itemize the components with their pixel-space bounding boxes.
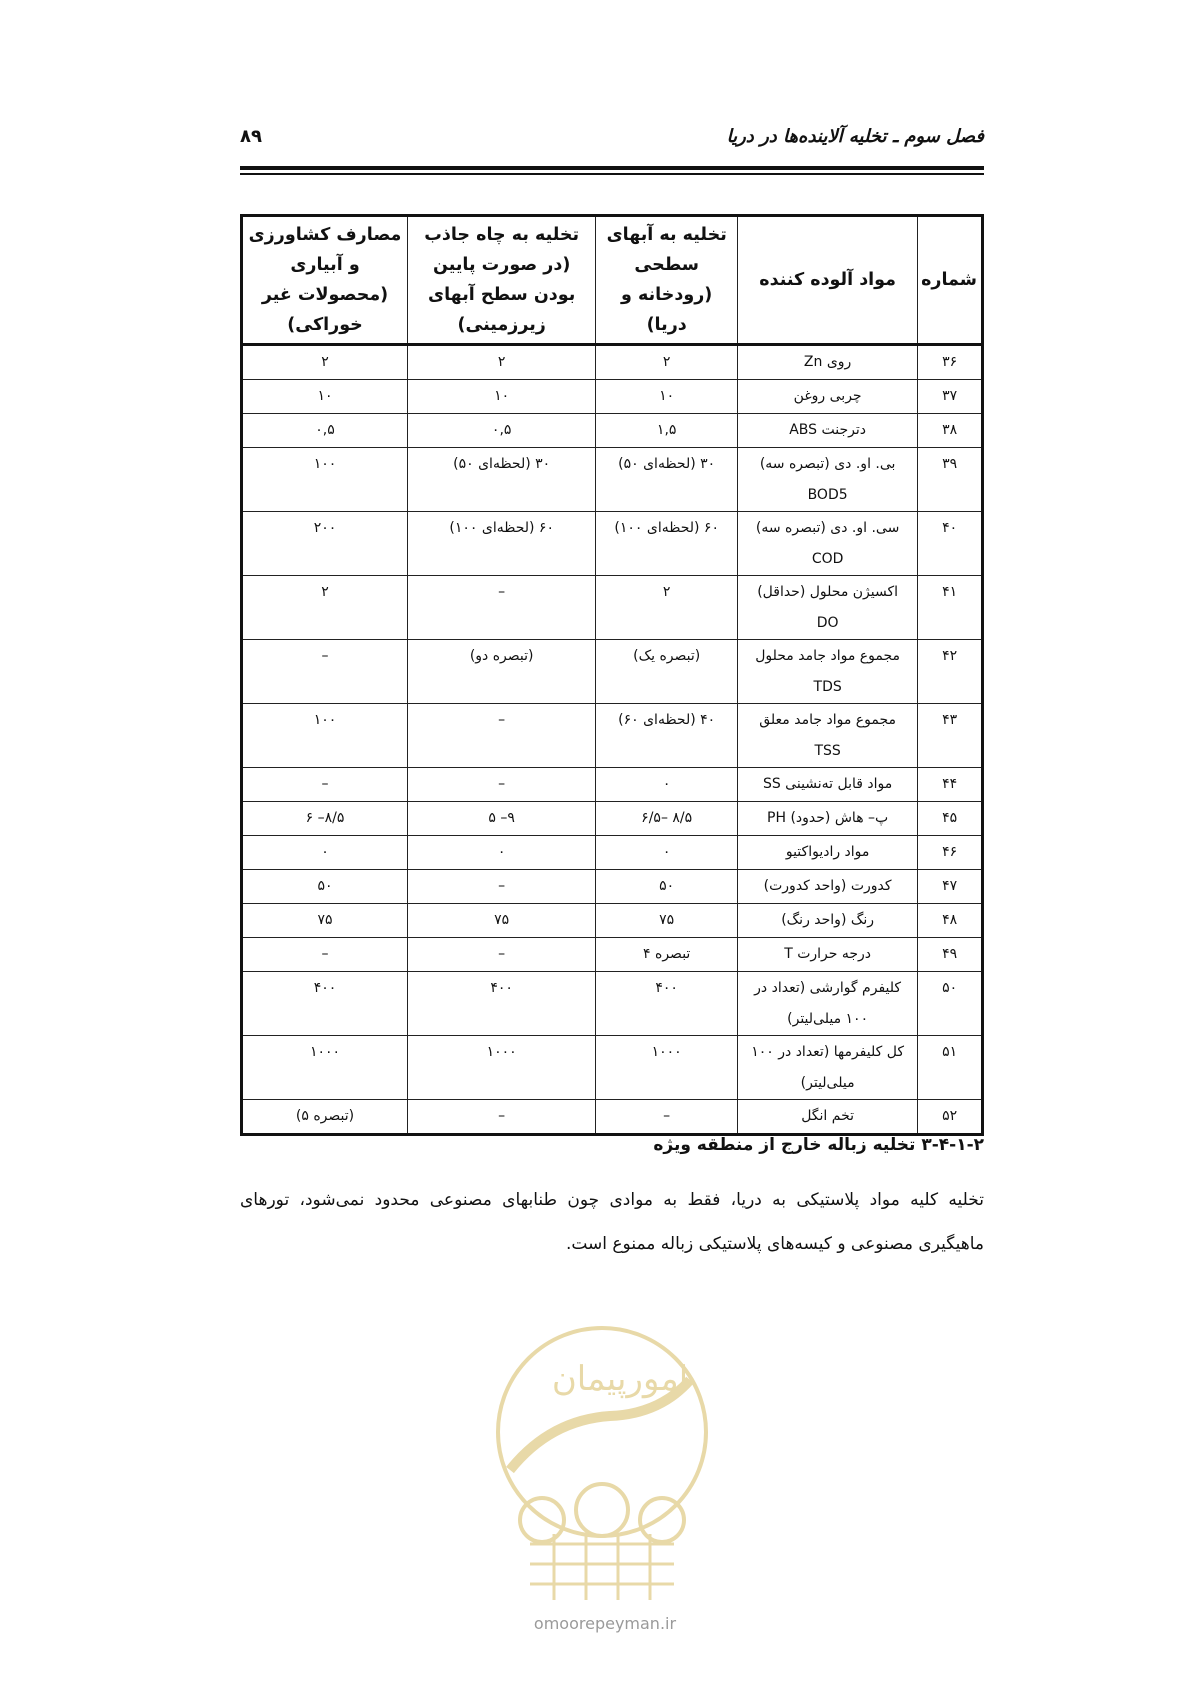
table-row	[242, 904, 983, 938]
cell-surface-water: ۱۰۰۰	[596, 1036, 738, 1100]
table-body	[242, 345, 983, 1135]
cell-material-line: بی. او. دی (تبصره سه)	[759, 456, 896, 472]
cell-surface-water: ۲	[596, 576, 738, 640]
cell-material: مواد رادیواکتیو	[738, 836, 918, 870]
cell-number: ۴۲	[918, 640, 983, 704]
cell-number: ۴۸	[918, 904, 983, 938]
cell-material	[738, 972, 918, 1036]
chapter-title: فصل سوم ـ تخلیه آلاینده‌ها در دریا	[726, 126, 984, 147]
cell-agriculture: ۵۰	[242, 870, 408, 904]
cell-surface-water: ۶۰ (لحظه‌ای ۱۰۰)	[596, 512, 738, 576]
cell-agriculture: ۴۰۰	[242, 972, 408, 1036]
cell-material	[738, 576, 918, 640]
cell-number: ۴۱	[918, 576, 983, 640]
header-number: شماره	[918, 216, 983, 345]
header-rule-thin	[240, 173, 984, 175]
cell-number: ۴۰	[918, 512, 983, 576]
cell-material	[738, 1036, 918, 1100]
table-row	[242, 870, 983, 904]
cell-material: روی Zn	[738, 345, 918, 380]
cell-number: ۳۷	[918, 380, 983, 414]
cell-material: رنگ (واحد رنگ)	[738, 904, 918, 938]
cell-surface-water: ۴۰۰	[596, 972, 738, 1036]
table-row	[242, 1100, 983, 1135]
table-row	[242, 972, 983, 1036]
cell-absorption-well: ۳۰ (لحظه‌ای ۵۰)	[408, 448, 596, 512]
cell-agriculture: –	[242, 938, 408, 972]
cell-surface-water: ۸/۵ –۶/۵	[596, 802, 738, 836]
cell-number: ۵۰	[918, 972, 983, 1036]
cell-material-line2: ۱۰۰ میلی‌لیتر)	[787, 1011, 869, 1027]
cell-surface-water: ۱۰	[596, 380, 738, 414]
table-row	[242, 448, 983, 512]
cell-agriculture: ۷۵	[242, 904, 408, 938]
cell-absorption-well: –	[408, 938, 596, 972]
cell-agriculture: ۱۰۰	[242, 704, 408, 768]
cell-material-line: مجموع مواد جامد محلول	[755, 648, 900, 664]
watermark-caption: omoorepeyman.ir	[533, 1614, 677, 1633]
cell-material-line2: میلی‌لیتر)	[800, 1075, 855, 1091]
page-header	[240, 126, 984, 156]
cell-agriculture: –	[242, 768, 408, 802]
table-row	[242, 640, 983, 704]
cell-agriculture: ۲	[242, 576, 408, 640]
cell-material	[738, 448, 918, 512]
cell-material: مواد قابل ته‌نشینی SS	[738, 768, 918, 802]
cell-absorption-well: ۱۰۰۰	[408, 1036, 596, 1100]
cell-agriculture: ۱۰	[242, 380, 408, 414]
cell-absorption-well: –	[408, 768, 596, 802]
cell-agriculture: ۰	[242, 836, 408, 870]
cell-material-line2: TSS	[814, 743, 841, 759]
cell-number: ۴۶	[918, 836, 983, 870]
table-row	[242, 704, 983, 768]
cell-agriculture: –	[242, 640, 408, 704]
cell-material: دترجنت ABS	[738, 414, 918, 448]
cell-material: درجه حرارت T	[738, 938, 918, 972]
cell-agriculture: ۸/۵– ۶	[242, 802, 408, 836]
gear-icon-right	[640, 1498, 684, 1542]
header-rule	[240, 166, 984, 170]
cell-surface-water: ۳۰ (لحظه‌ای ۵۰)	[596, 448, 738, 512]
cell-material-line: کل کلیفرمها (تعداد در ۱۰۰	[751, 1044, 904, 1060]
table-header-row	[242, 216, 983, 345]
cell-agriculture: ۲۰۰	[242, 512, 408, 576]
cell-surface-water: (تبصره یک)	[596, 640, 738, 704]
cell-surface-water: تبصره ۴	[596, 938, 738, 972]
cell-absorption-well: (تبصره دو)	[408, 640, 596, 704]
cell-surface-water: ۰	[596, 836, 738, 870]
cell-material-line: مجموع مواد جامد معلق	[759, 712, 896, 728]
header-absorption-well: تخلیه به چاه جاذب (در صورت پایین بودن سطح آبهای زیرزمینی)	[408, 216, 596, 345]
cell-surface-water: ۰	[596, 768, 738, 802]
cell-absorption-well: ۷۵	[408, 904, 596, 938]
cell-material	[738, 640, 918, 704]
table-row	[242, 414, 983, 448]
header-agriculture: مصارف کشاورزی و آبیاری (محصولات غیر خوراکی)	[242, 216, 408, 345]
section-heading: ۳-۴-۱-۲ تخلیه زباله خارج از منطقه ویژه	[653, 1135, 984, 1155]
table-row	[242, 345, 983, 380]
header-surface-water: تخلیه به آبهای سطحی (رودخانه و دریا)	[596, 216, 738, 345]
cell-absorption-well: ۶۰ (لحظه‌ای ۱۰۰)	[408, 512, 596, 576]
gear-icon-left	[520, 1498, 564, 1542]
cell-absorption-well: ۰	[408, 836, 596, 870]
cell-number: ۴۵	[918, 802, 983, 836]
cell-absorption-well: –	[408, 704, 596, 768]
watermark-logo-text: امورپیمان	[551, 1359, 689, 1399]
table-row	[242, 576, 983, 640]
cell-material-line: اکسیژن محلول (حداقل)	[757, 584, 899, 600]
header-material: مواد آلوده کننده	[738, 216, 918, 345]
page-number: ۸۹	[240, 126, 262, 147]
cell-absorption-well: –	[408, 1100, 596, 1135]
cell-number: ۴۴	[918, 768, 983, 802]
cell-material: کدورت (واحد کدورت)	[738, 870, 918, 904]
cell-surface-water: ۱,۵	[596, 414, 738, 448]
cell-material	[738, 704, 918, 768]
table-row	[242, 836, 983, 870]
gear-icon	[576, 1484, 628, 1536]
cell-number: ۵۱	[918, 1036, 983, 1100]
cell-absorption-well: –	[408, 576, 596, 640]
cell-material: تخم انگل	[738, 1100, 918, 1135]
cell-surface-water: ۵۰	[596, 870, 738, 904]
body-paragraph: تخلیه کلیه مواد پلاستیکی به دریا، فقط به موادی چون طنابهای مصنوعی محدود نمی‌شود، تورهای ماهیگیری مصنوعی و کیسه‌های پلاستیکی زباله ممنوع است.	[240, 1190, 984, 1254]
cell-number: ۵۲	[918, 1100, 983, 1135]
grid-icon	[530, 1534, 674, 1600]
cell-absorption-well: ۴۰۰	[408, 972, 596, 1036]
cell-material: چربی روغن	[738, 380, 918, 414]
cell-number: ۳۹	[918, 448, 983, 512]
table-row	[242, 512, 983, 576]
cell-absorption-well: ۲	[408, 345, 596, 380]
table-row	[242, 802, 983, 836]
cell-agriculture: (تبصره ۵)	[242, 1100, 408, 1135]
cell-agriculture: ۲	[242, 345, 408, 380]
cell-material	[738, 512, 918, 576]
cell-material-line2: TDS	[813, 679, 842, 695]
cell-surface-water: ۴۰ (لحظه‌ای ۶۰)	[596, 704, 738, 768]
cell-material-line2: COD	[811, 551, 844, 567]
table-row	[242, 1036, 983, 1100]
cell-number: ۳۸	[918, 414, 983, 448]
cell-number: ۴۹	[918, 938, 983, 972]
cell-agriculture: ۱۰۰	[242, 448, 408, 512]
watermark-logo	[490, 1320, 714, 1610]
cell-surface-water: ۲	[596, 345, 738, 380]
cell-material-line2: BOD5	[807, 487, 848, 503]
cell-number: ۴۷	[918, 870, 983, 904]
cell-number: ۴۳	[918, 704, 983, 768]
cell-material-line2: DO	[816, 615, 839, 631]
table-row	[242, 380, 983, 414]
cell-material: پ– هاش (حدود) PH	[738, 802, 918, 836]
cell-number: ۳۶	[918, 345, 983, 380]
cell-surface-water: ۷۵	[596, 904, 738, 938]
table-row	[242, 938, 983, 972]
cell-absorption-well: –	[408, 870, 596, 904]
cell-absorption-well: ۹– ۵	[408, 802, 596, 836]
cell-material-line: کلیفرم گوارشی (تعداد در	[754, 980, 902, 996]
pollutant-limits-table	[240, 214, 984, 1136]
cell-material-line: سی. او. دی (تبصره سه)	[755, 520, 900, 536]
cell-surface-water: –	[596, 1100, 738, 1135]
table-row	[242, 768, 983, 802]
cell-agriculture: ۱۰۰۰	[242, 1036, 408, 1100]
cell-agriculture: ۰,۵	[242, 414, 408, 448]
cell-absorption-well: ۰,۵	[408, 414, 596, 448]
cell-absorption-well: ۱۰	[408, 380, 596, 414]
